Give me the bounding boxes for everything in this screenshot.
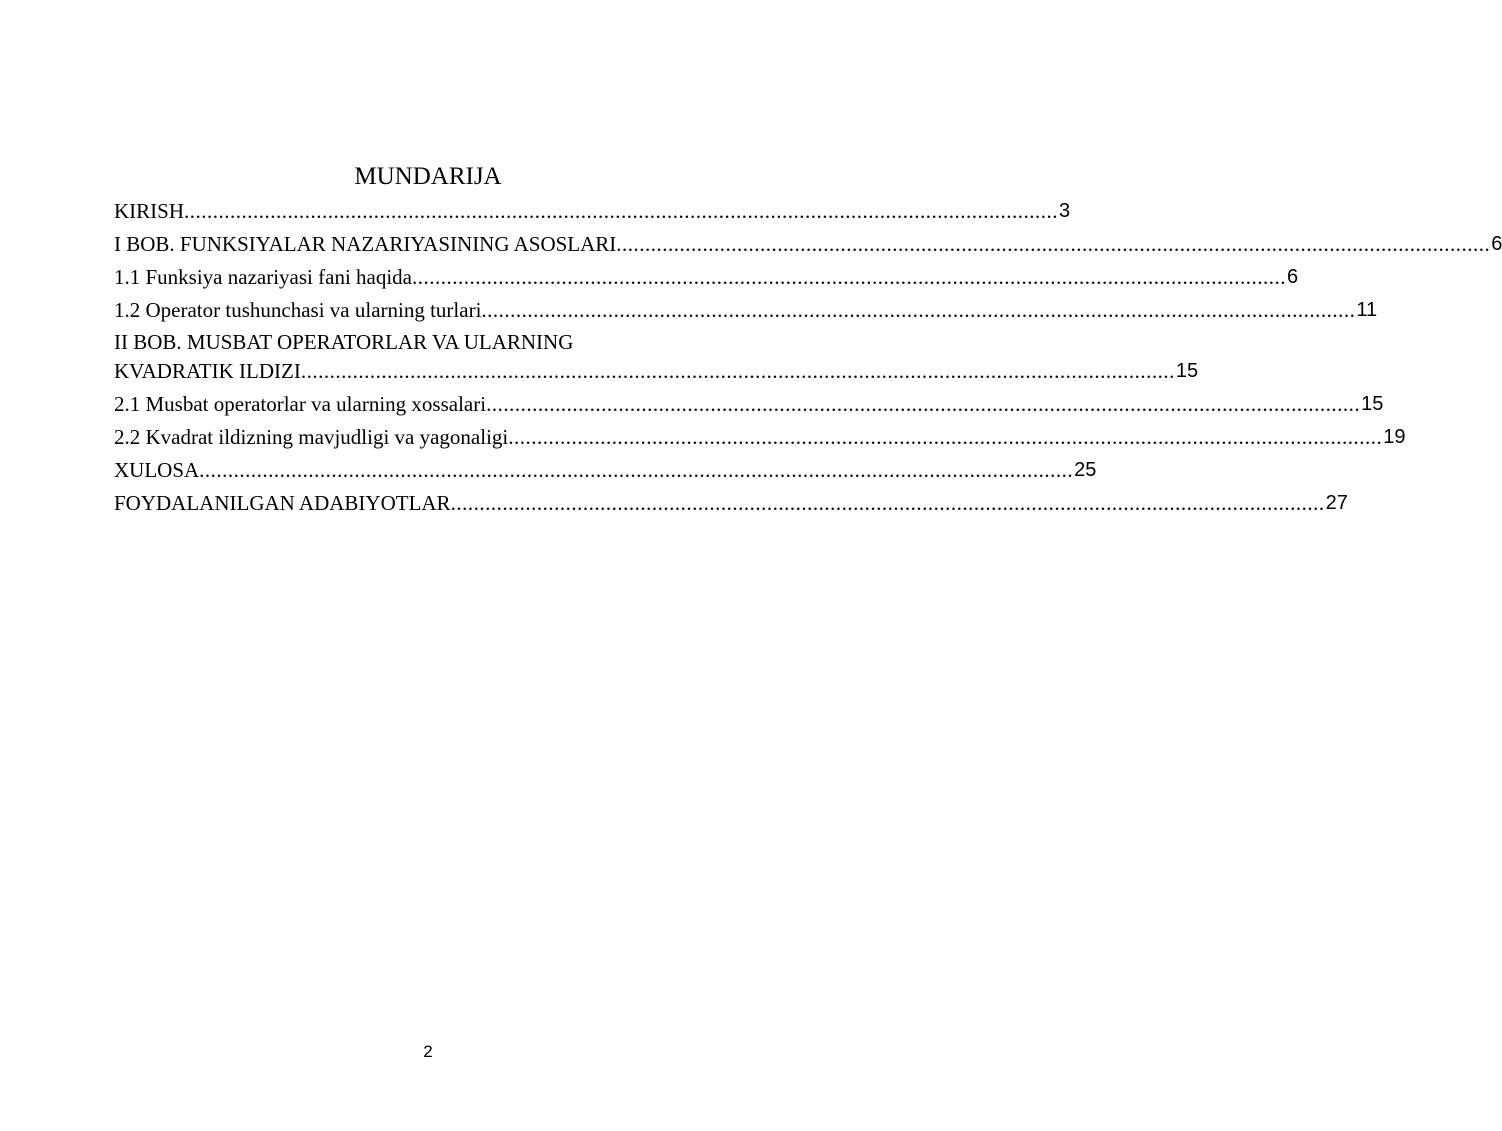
toc-leader-dots: ........................................................................................................................................................ [508,425,1383,449]
toc-entry-text-line2 [114,357,1199,386]
page-title: MUNDARIJA [354,163,502,190]
toc-page-number: 11 [1356,299,1378,321]
toc-page-number: 6 [1491,233,1502,255]
toc-leader-dots: ........................................................................................................................................................ [616,232,1491,256]
toc-entry-text: XULOSA [114,458,200,482]
toc-entry-text: I BOB. FUNKSIYALAR NAZARIYASINING ASOSLARI [114,232,617,256]
toc-leader-dots: ........................................................................................................................................................ [450,491,1325,515]
toc-entry-chapter-2[interactable] [114,328,1199,386]
toc-entry-1-2[interactable] [114,295,1378,325]
toc-entry-text: 1.1 Funksiya nazariyasi fani haqida [114,265,412,289]
toc-leader-dots: ........................................................................................................................................................ [412,265,1286,289]
toc-page-number: 25 [1074,459,1097,481]
toc-entry-text: KIRISH [114,199,185,223]
toc-leader-dots: ........................................................................................................................................................ [486,392,1361,416]
toc-entry-text: FOYDALANILGAN ADABIYOTLAR [114,491,451,515]
toc-leader-dots: ........................................................................................................................................................ [184,199,1059,223]
toc-entry-text: 1.2 Operator tushunchasi va ularning turlari [114,298,482,322]
toc-entry-text: KVADRATIK ILDIZI [114,359,301,383]
toc-leader-dots: ........................................................................................................................................................ [481,298,1356,322]
toc-page-number: 15 [1361,393,1384,415]
table-of-contents [114,196,1502,518]
toc-page-number: 3 [1059,200,1071,222]
toc-entry-2-1[interactable] [114,389,1384,419]
toc-entry-xulosa[interactable] [114,455,1097,485]
toc-page-number: 6 [1287,266,1299,288]
toc-entry-text: 2.1 Musbat operatorlar va ularning xossalari [114,392,487,416]
toc-entry-chapter-1[interactable] [114,229,1502,259]
toc-entry-text: 2.2 Kvadrat ildizning mavjudligi va yagonaligi [114,425,509,449]
toc-page-number: 15 [1175,360,1199,382]
toc-page-number: 27 [1325,492,1348,514]
toc-entry-kirish[interactable] [114,196,1071,226]
page-number: 2 [423,1042,433,1061]
toc-leader-dots: ........................................................................................................................................................ [300,359,1175,383]
toc-entry-1-1[interactable] [114,262,1299,292]
toc-page-number: 19 [1383,426,1406,448]
toc-leader-dots: ........................................................................................................................................................ [199,458,1074,482]
toc-entry-2-2[interactable] [114,422,1406,452]
toc-entry-text-line1: II BOB. MUSBAT OPERATORLAR VA ULARNING [114,330,574,354]
toc-entry-adabiyotlar[interactable] [114,488,1348,518]
